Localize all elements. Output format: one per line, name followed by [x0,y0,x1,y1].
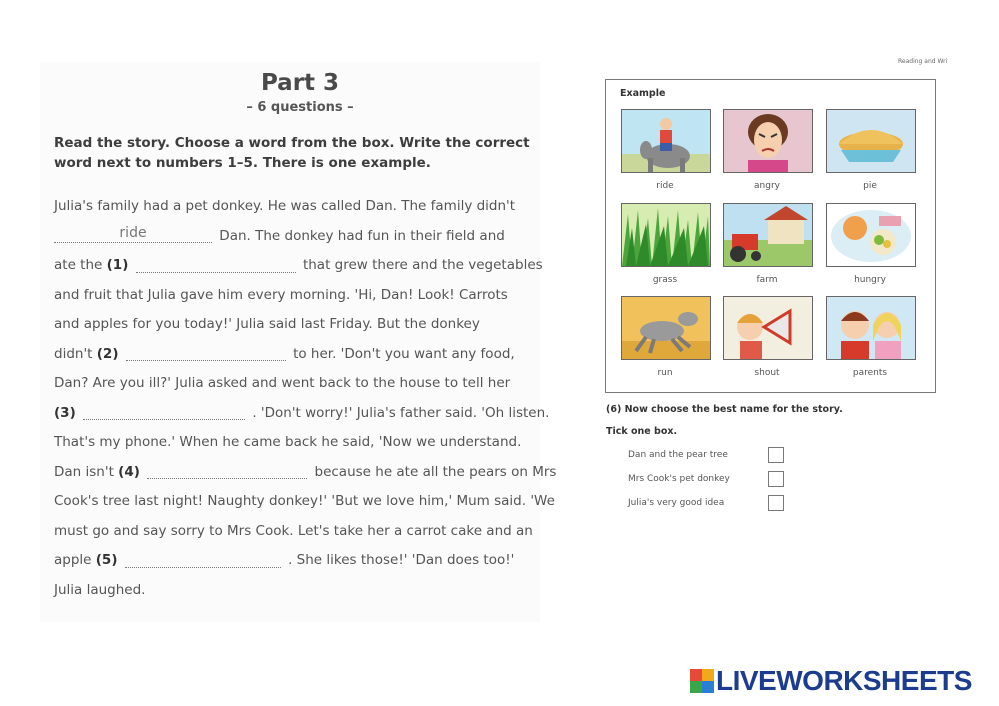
run-picture [621,296,711,360]
story-line-text: because he ate all the pears on Mrs [314,463,557,480]
answer-blank-2[interactable] [126,346,286,361]
tick-instruction: Tick one box. [606,426,678,437]
example-blank [54,225,212,243]
pie-picture [826,109,916,173]
instructions: Read the story. Choose a word from the box. Write the correct word next to numbers 1–5. There is one example. [54,135,530,171]
story-line [54,310,534,340]
story-line-text: Dan isn't [54,463,114,480]
story-line-text: Dan? Are you ill?' Julia asked and went back to the house to tell her [54,375,511,391]
hungry-illustration [827,204,915,266]
story-line [54,369,534,399]
story-line-text: to her. 'Don't you want any food, [293,345,515,362]
pie-illustration [827,110,915,172]
question-number-2: (2) [96,345,119,362]
word-label: shout [754,368,780,378]
story-line-text: Julia laughed. [54,581,146,598]
answer-blank-3[interactable] [83,405,245,420]
story-line [54,458,557,488]
part-subtitle: – 6 questions – [246,100,354,115]
story-line [54,281,534,311]
hungry-picture [826,203,916,267]
title-option: Dan and the pear tree [628,450,728,460]
question-6: (6) Now choose the best name for the story. [606,404,843,415]
story-line [54,428,534,458]
story-line-text: must go and say sorry to Mrs Cook. Let's take her a carrot cake and an [54,522,533,539]
answer-blank-5[interactable] [125,553,281,568]
parents-picture [826,296,916,360]
story-line-text: didn't [54,345,93,362]
title-option-checkbox[interactable] [768,495,784,511]
story-line-text: and fruit that Julia gave him every morning. 'Hi, Dan! Look! Carrots [54,286,508,303]
answer-blank-1[interactable] [136,258,296,273]
question-number-5: (5) [95,552,118,568]
story-line [54,576,534,606]
story-line-text: Dan. The donkey had fun in their field and [219,227,505,244]
story-line [54,340,534,370]
word-label: angry [754,181,780,191]
farm-illustration [724,204,812,266]
story-line [54,399,550,429]
part-title: Part 3 [260,70,340,96]
story-line [54,192,534,222]
story-text [54,192,557,605]
logo-text: LIVEWORKSHEETS [716,665,972,696]
story-line [54,517,534,547]
angry-picture [723,109,813,173]
question-number-3: (3) [54,404,76,421]
page-header-text: Reading and Wri [898,58,948,65]
word-label: farm [756,275,778,285]
example-label: Example [620,88,666,99]
story-line [54,546,534,576]
story-line [54,487,555,517]
title-option-checkbox[interactable] [768,471,784,487]
story-line [54,222,534,252]
story-line-text: that grew there and the vegetables [302,257,543,273]
ride-illustration [622,110,710,172]
story-line-text: That's my phone.' When he came back he said, 'Now we understand. [54,434,522,450]
ride-picture [621,109,711,173]
word-label: grass [652,275,678,285]
story-line [54,251,543,281]
word-label: pie [863,181,877,191]
run-illustration [622,297,710,359]
example-answer: ride [119,225,147,241]
title-option-checkbox[interactable] [768,447,784,463]
story-line-text: and apples for you today!' Julia said last Friday. But the donkey [54,316,480,332]
word-label: parents [852,368,888,378]
word-label: hungry [854,275,886,285]
word-box [605,79,936,393]
story-line-text: Julia's family had a pet donkey. He was called Dan. The family didn't [54,198,516,214]
angry-illustration [724,110,812,172]
liveworksheets-logo [690,666,972,696]
question-number-1: (1) [106,257,129,273]
title-option: Mrs Cook's pet donkey [628,474,730,484]
logo-icon [690,669,714,693]
story-line-text: Cook's tree last night! Naughty donkey!' 'But we love him,' Mum said. 'We [54,493,555,509]
grass-illustration [622,204,710,266]
parents-illustration [827,297,915,359]
grass-picture [621,203,711,267]
story-line-text: apple [54,552,92,568]
shout-picture [723,296,813,360]
story-line-text: . She likes those!' 'Dan does too!' [288,552,515,568]
word-label: ride [656,181,674,191]
story-line-text: . 'Don't worry!' Julia's father said. 'Oh listen. [252,404,550,421]
title-option: Julia's very good idea [628,498,725,508]
question-number-4: (4) [118,463,140,480]
farm-picture [723,203,813,267]
answer-blank-4[interactable] [147,464,307,479]
word-label: run [657,368,673,378]
story-line-text: ate the [54,257,103,273]
shout-illustration [724,297,812,359]
